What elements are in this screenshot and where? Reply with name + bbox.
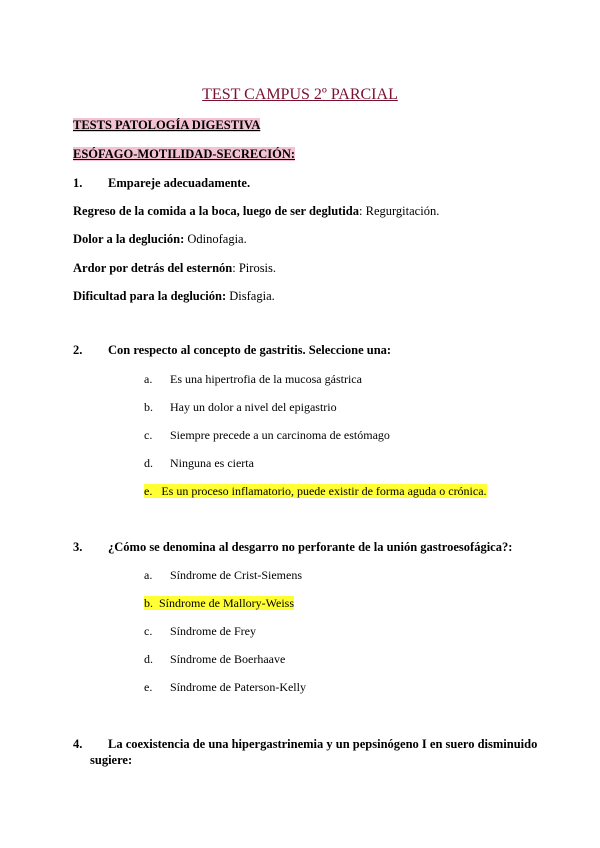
question-3-option-a[interactable]: a. Síndrome de Crist-Siemens [144,568,302,582]
correct-answer-highlight: e. Es un proceso inflamatorio, puede existir de forma aguda o crónica. [144,484,487,498]
question-4-text: La coexistencia de una hipergastrinemia y un pepsinógeno I en suero disminuido [108,737,538,751]
match-pair-1: Regreso de la comida a la boca, luego de ser deglutida: Regurgitación. [73,204,440,218]
question-2-option-c[interactable]: c. Siempre precede a un carcinoma de estómago [144,428,390,442]
question-2-option-e-correct[interactable] [144,484,487,499]
question-2-option-b[interactable]: b. Hay un dolor a nivel del epigastrio [144,400,337,414]
section-heading-patologia: TESTS PATOLOGÍA DIGESTIVA [73,118,261,132]
question-1-number: 1. [73,176,83,190]
match-pair-3: Ardor por detrás del esternón: Pirosis. [73,261,277,275]
question-2-option-a[interactable]: a. Es una hipertrofia de la mucosa gástrica [144,372,362,386]
match-pair-2: Dolor a la deglución: Odinofagia. [73,232,247,246]
question-1-text: Empareje adecuadamente. [108,176,251,190]
question-3-option-e[interactable]: e. Síndrome de Paterson-Kelly [144,680,306,694]
question-3-option-c[interactable]: c. Síndrome de Frey [144,624,256,638]
question-3-option-b-correct[interactable] [144,596,294,611]
question-3-text: ¿Cómo se denomina al desgarro no perforante de la unión gastroesofágica?: [108,540,513,554]
section-heading-esofago: ESÓFAGO-MOTILIDAD-SECRECIÓN: [73,147,296,161]
correct-answer-highlight: b. Síndrome de Mallory-Weiss [144,596,295,610]
question-2-option-d[interactable]: d. Ninguna es cierta [144,456,254,470]
question-4-number: 4. [73,737,83,751]
question-3-number: 3. [73,540,83,554]
question-2-text: Con respecto al concepto de gastritis. Seleccione una: [108,343,392,357]
question-4-text-continued: sugiere: [90,753,133,767]
page-title: TEST CAMPUS 2º PARCIAL [202,86,398,103]
question-2-number: 2. [73,343,83,357]
match-pair-4: Dificultad para la deglución: Disfagia. [73,289,275,303]
question-3-option-d[interactable]: d. Síndrome de Boerhaave [144,652,286,666]
